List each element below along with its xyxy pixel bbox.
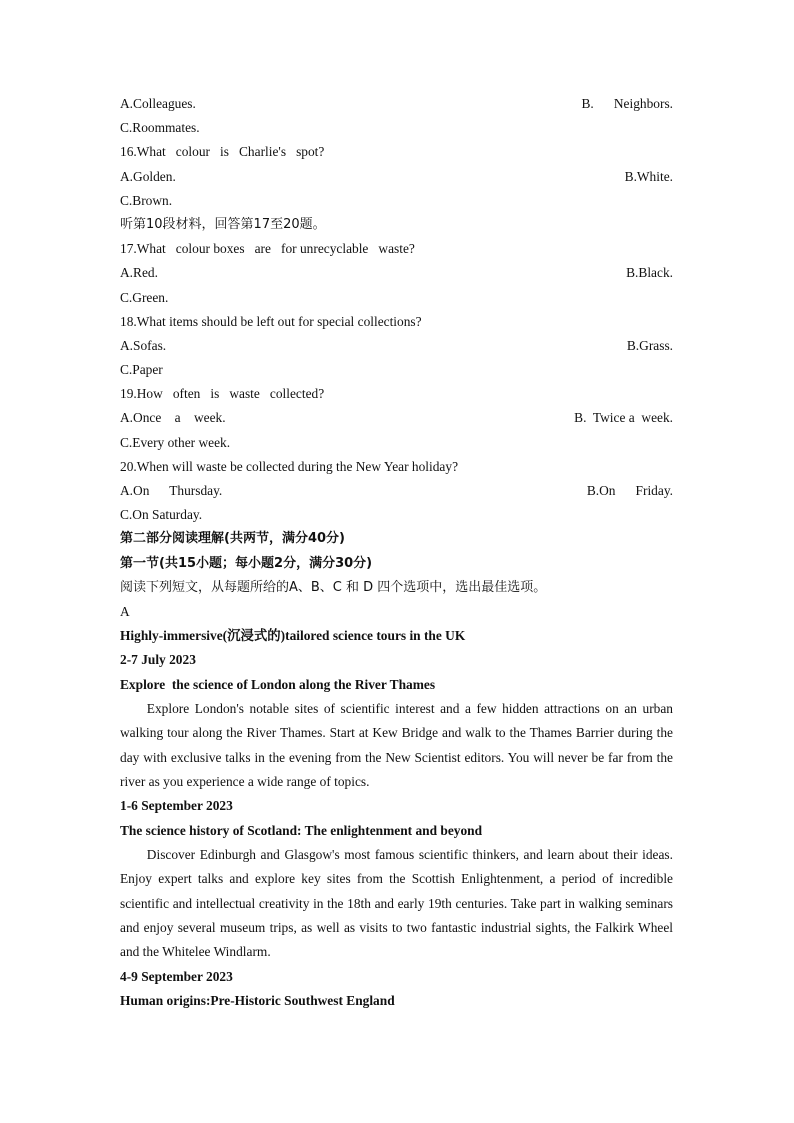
q16-option-c: C.Brown.	[120, 192, 173, 208]
q15-option-b: B. Neighbors.	[581, 96, 673, 111]
q17-option-b: B.Black.	[626, 265, 673, 281]
q18-options-ab	[120, 334, 673, 358]
tour1-date: 2-7 July 2023	[120, 652, 196, 668]
q17-stem: 17.What colour boxes are for unrecyclable waste?	[120, 241, 415, 257]
q19-option-c: C.Every other week.	[120, 434, 231, 450]
q20-option-a: A.On Thursday.	[120, 483, 223, 498]
tour1-body: Explore London's notable sites of scientific interest and a few hidden attractions on an urban walking tour along the River Thames. Start at Kew Bridge and walk to the Thames Barrier during the day with exclusive talks in the evening from the New Scientist editors. You will never be far from the river as you experience a wide range of topics.	[120, 700, 673, 789]
q20-stem: 20.When will waste be collected during the New Year holiday?	[120, 458, 459, 474]
tour3-name: Human origins:Pre-Historic Southwest England	[120, 992, 395, 1008]
q16-stem: 16.What colour is Charlie's spot?	[120, 144, 325, 160]
tour3-date: 4-9 September 2023	[120, 968, 233, 984]
part2-heading: 第二部分阅读理解(共两节，满分40分)	[120, 531, 345, 547]
q19-option-a: A.Once a week.	[120, 410, 226, 426]
q18-option-b: B.Grass.	[626, 337, 673, 353]
document-page	[120, 92, 673, 1013]
q17-option-c: C.Green.	[120, 289, 169, 305]
q16-options-ab	[120, 165, 673, 189]
q15-options-ab	[120, 92, 673, 116]
tour1-name: Explore the science of London along the River Thames	[120, 676, 436, 692]
q18-option-a: A.Sofas.	[120, 337, 167, 353]
q20-options-ab	[120, 479, 673, 503]
q19-options-ab	[120, 406, 673, 430]
tour2-name: The science history of Scotland: The enlightenment and beyond	[120, 822, 483, 838]
q15-option-a: A.Colleagues.	[120, 96, 196, 111]
passage-label: A	[120, 603, 130, 619]
tour2-date: 1-6 September 2023	[120, 798, 233, 814]
q17-option-a: A.Red.	[120, 265, 158, 281]
part2-section1-heading: 第一节(共15小题；每小题2分，满分30分)	[120, 555, 373, 571]
q18-stem: 18.What items should be left out for special collections?	[120, 313, 422, 329]
q17-options-ab	[120, 261, 673, 285]
section-10-instruction: 听第10段材料，回答第17至20题。	[120, 216, 326, 232]
q19-option-b: B. Twice a week.	[574, 410, 673, 426]
tour2-body: Discover Edinburgh and Glasgow's most famous scientific thinkers, and learn about their ideas. Enjoy expert talks and explore key sites from the Scottish Enlightenment, a period of incredible scientific and intellectual creativity in the 18th and early 19th centuries. Take part in walking seminars and enjoy several museum trips, as well as visits to two fantastic industrial sights, the Falkirk Wheel and the Whitelee Windlarm.	[120, 846, 673, 960]
q20-option-c: C.On Saturday.	[120, 507, 203, 523]
part2-instruction: 阅读下列短文，从每题所给的A、B、C 和 D 四个选项中，选出最佳选项。	[120, 579, 547, 595]
q20-option-b: B.On Friday.	[586, 483, 673, 498]
q19-stem: 19.How often is waste collected?	[120, 386, 325, 402]
q16-option-a: A.Golden.	[120, 168, 176, 184]
q16-option-b: B.White.	[624, 168, 673, 184]
q18-option-c: C.Paper	[120, 362, 163, 378]
article-title: Highly-immersive(沉浸式的)tailored science tours in the UK	[120, 628, 466, 644]
q15-option-c: C.Roommates.	[120, 120, 200, 136]
